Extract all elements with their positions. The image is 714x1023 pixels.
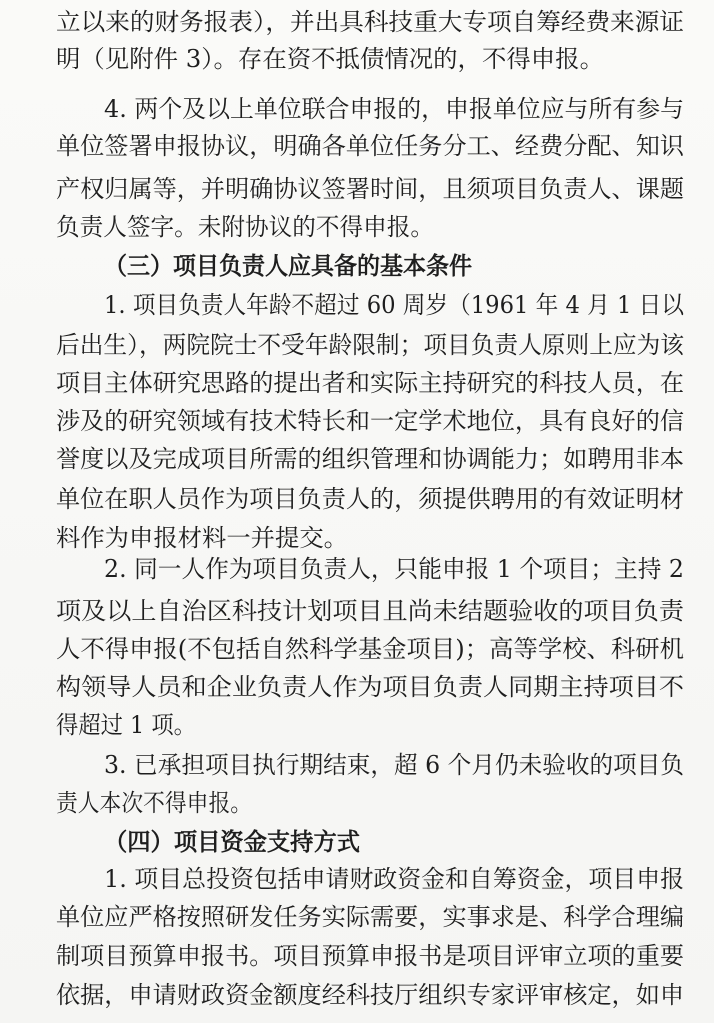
section-heading [0,823,714,860]
paragraph-line [0,4,714,41]
line-text: 单位应严格按照研发任务实际需要，实事求是、科学合理编 [56,903,684,931]
line-text: 责人本次不得申报。 [56,789,252,817]
line-text: 人不得申报(不包括自然科学基金项目)；高等学校、科研机 [56,635,684,663]
line-text: 制项目预算申报书。项目预算申报书是项目评审立项的重要 [56,942,684,970]
paragraph-line [0,171,714,208]
paragraph-line [0,593,714,630]
line-text: 项目主体研究思路的提出者和实际主持研究的科技人员，在 [56,369,684,397]
paragraph-line [0,707,714,744]
line-text: 依据，申请财政资金额度经科技厅组织专家评审核定，如申 [56,981,684,1009]
line-text: 涉及的研究领域有技术特长和一定学术地位，具有良好的信 [56,407,684,435]
paragraph-line [0,287,714,324]
line-text: 料作为申报材料一并提交。 [56,524,348,552]
line-text: 项及以上自治区科技计划项目且尚未结题验收的项目负责 [56,597,684,625]
paragraph-line [0,977,714,1014]
paragraph-line [0,861,714,898]
paragraph-line [0,441,714,478]
paragraph-line [0,481,714,518]
paragraph-line [0,128,714,165]
paragraph-line [0,403,714,440]
paragraph-line [0,899,714,936]
line-text: 2. 同一人作为项目负责人，只能申报 1 个项目；主持 2 [104,555,684,583]
paragraph-line [0,365,714,402]
line-text: 明（见附件 3）。存在资不抵债情况的，不得申报。 [56,45,604,73]
line-text: 构领导人员和企业负责人作为项目负责人同期主持项目不 [56,673,684,701]
paragraph-line [0,747,714,784]
paragraph-line [0,631,714,668]
heading-text: （四）项目资金支持方式 [104,827,360,856]
line-text: 4. 两个及以上单位联合申报的，申报单位应与所有参与 [104,95,684,123]
line-text: 3. 已承担项目执行期结束，超 6 个月仍未验收的项目负 [104,751,684,779]
line-text: 负责人签字。未附协议的不得申报。 [56,213,434,241]
paragraph-line [0,91,714,128]
line-text: 立以来的财务报表），并出具科技重大专项自筹经费来源证 [56,8,684,36]
paragraph-line [0,327,714,364]
paragraph-line [0,551,714,588]
line-text: 单位签署申报协议，明确各单位任务分工、经费分配、知识 [56,132,684,160]
line-text: 单位在职人员作为项目负责人的，须提供聘用的有效证明材 [56,485,684,513]
paragraph-line [0,669,714,706]
paragraph-line [0,41,714,78]
line-text: 得超过 1 项。 [56,711,196,739]
paragraph-line [0,785,714,822]
line-text: 1. 项目负责人年龄不超过 60 周岁（1961 年 4 月 1 日以 [104,291,684,319]
line-text: 1. 项目总投资包括申请财政资金和自筹资金，项目申报 [104,865,684,893]
section-heading [0,247,714,284]
paragraph-line [0,209,714,246]
line-text: 产权归属等，并明确协议签署时间，且须项目负责人、课题 [56,175,684,203]
line-text: 誉度以及完成项目所需的组织管理和协调能力；如聘用非本 [56,445,684,473]
paragraph-line [0,938,714,975]
heading-text: （三）项目负责人应具备的基本条件 [104,251,472,280]
line-text: 后出生），两院院士不受年龄限制；项目负责人原则上应为该 [56,331,684,359]
